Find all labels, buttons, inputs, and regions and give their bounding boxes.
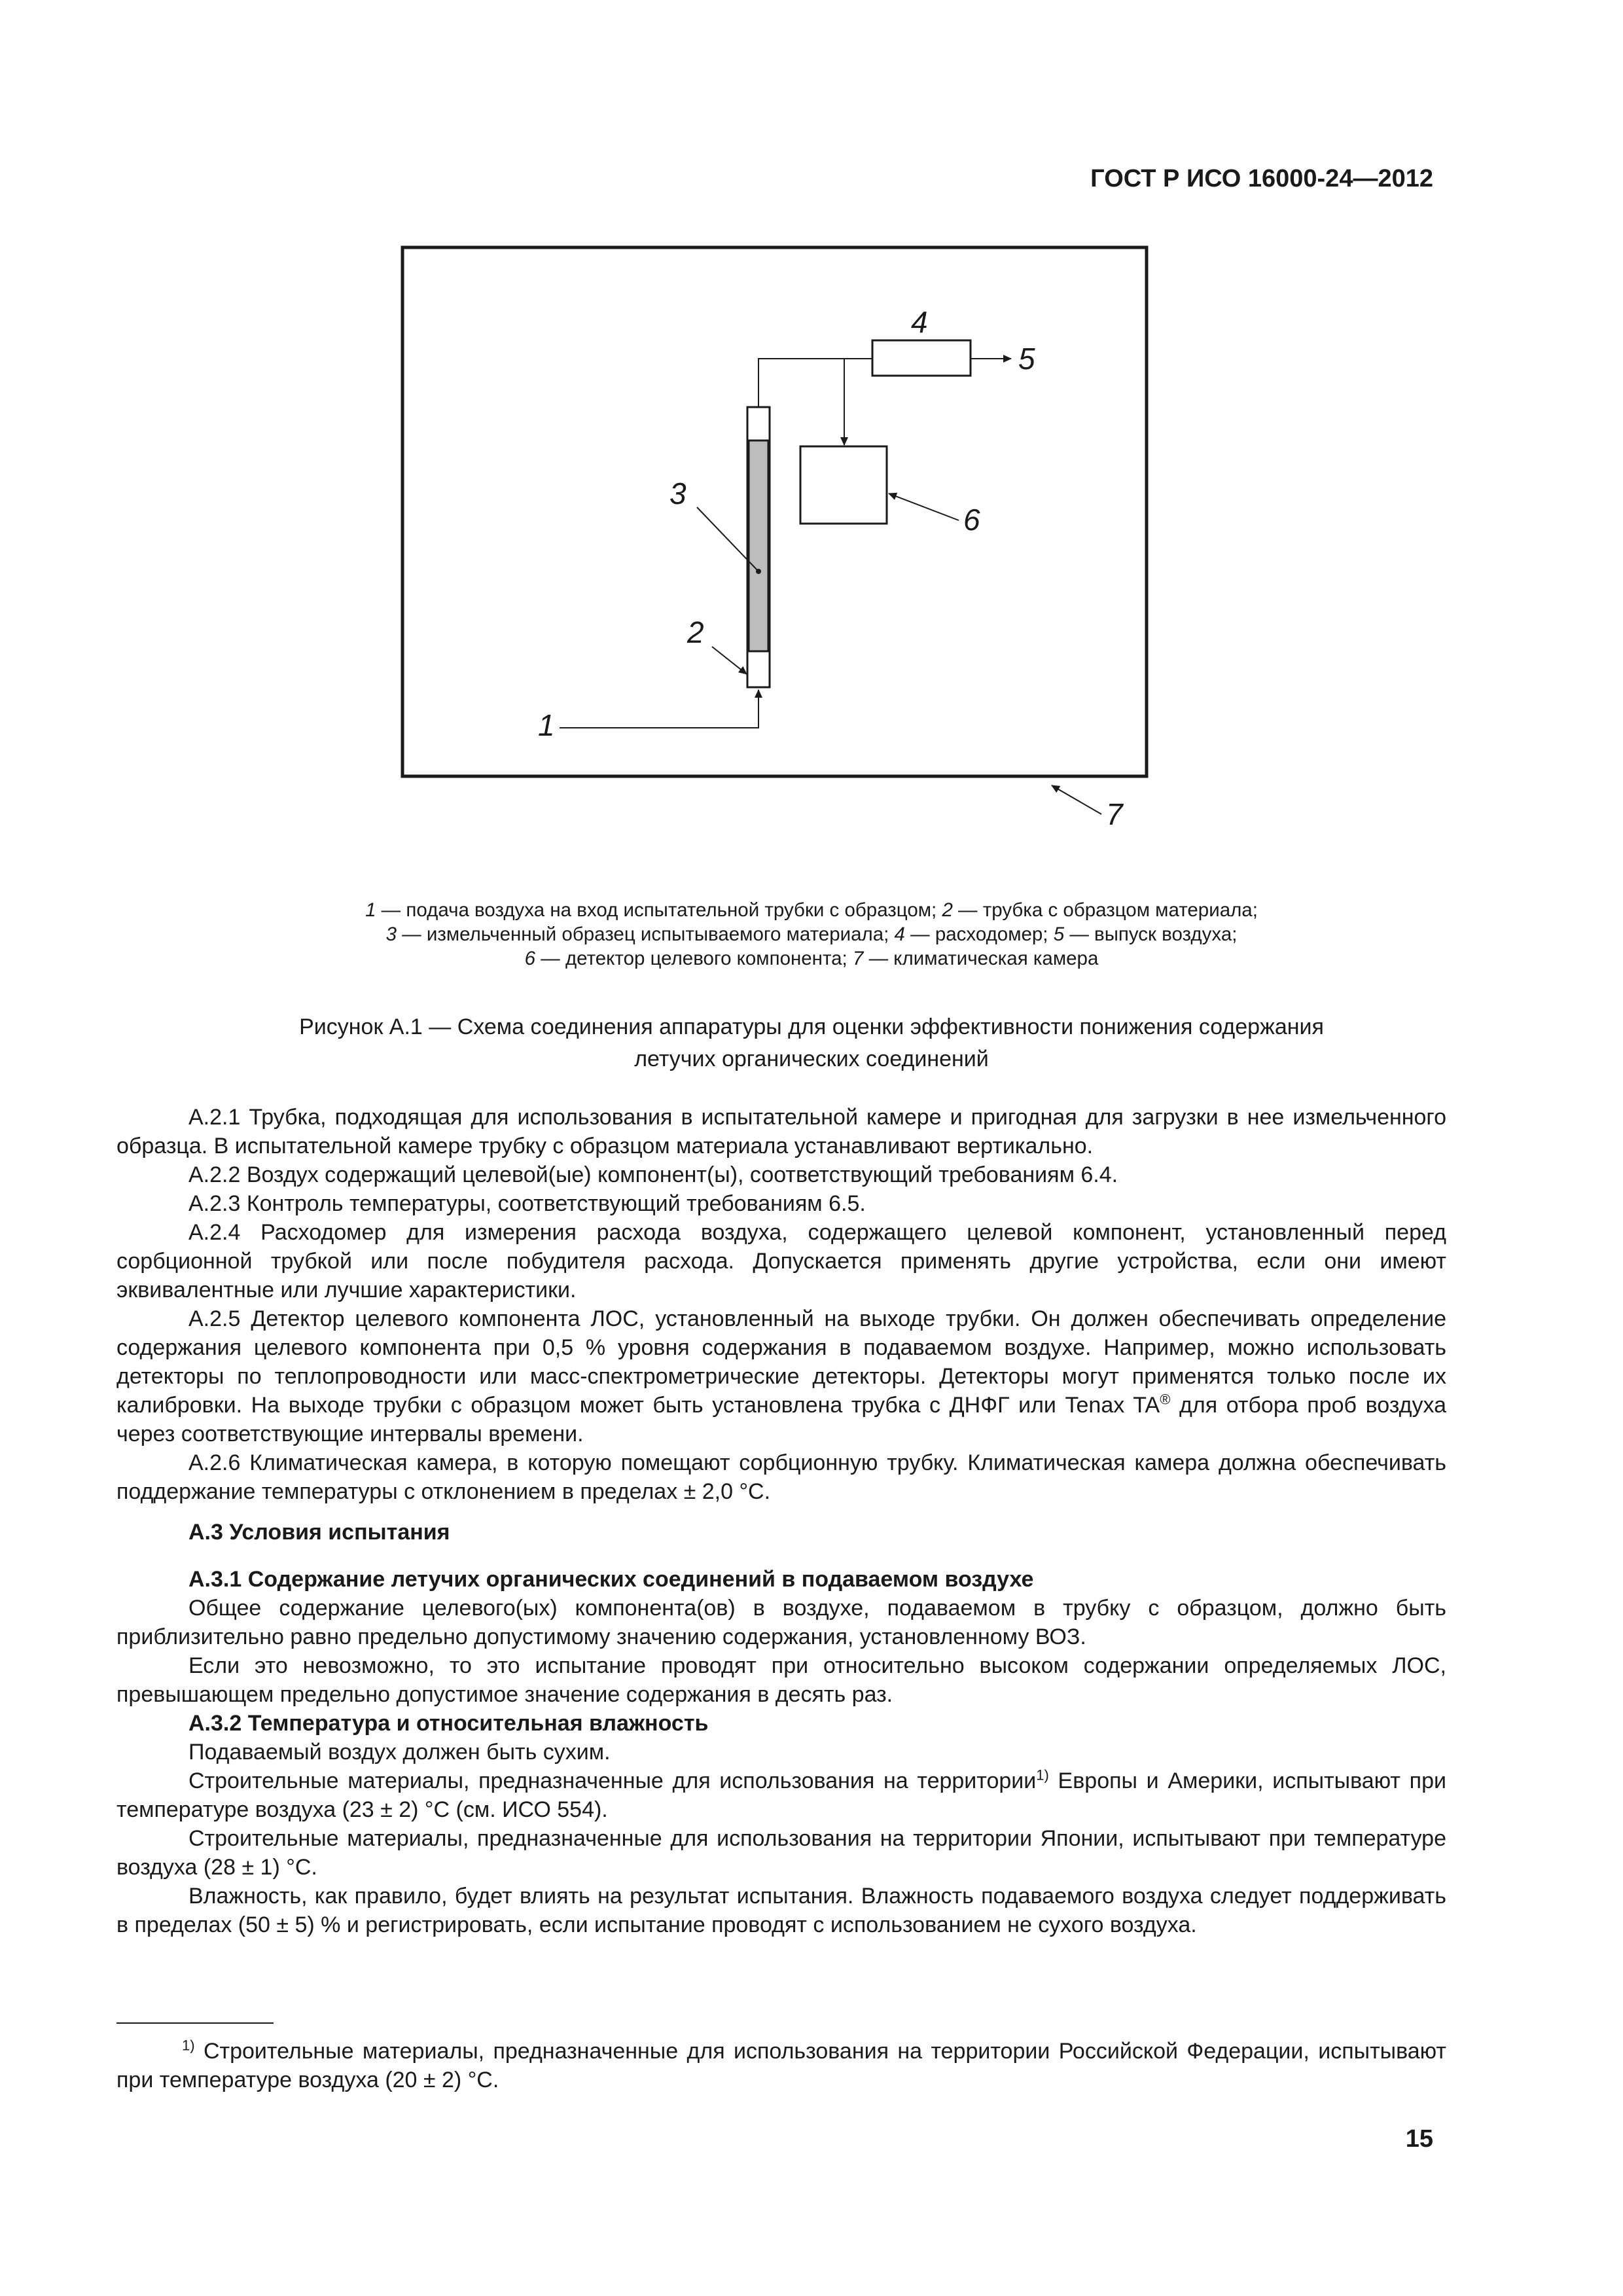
figure-legend	[118, 898, 1505, 971]
footnote: $^{1)}$ Строительные материалы, предназначенные для использования на территории Российской Федерации, испытывают при температуре воздуха (20 ± 2) °С.	[116, 2037, 1446, 2092]
section-heading-a31: А.3.1 Содержание летучих органических соединений в подаваемом воздухе	[188, 1567, 1034, 1592]
label-3: 3	[669, 476, 687, 511]
label-1: 1	[538, 708, 555, 742]
paragraph-a32-4: Влажность, как правило, будет влиять на результат испытания. Влажность подаваемого воздуха следует поддерживать в пределах (50 ± 5) % и регистрировать, если испытание проводят с использованием не сухого воздуха.	[116, 1884, 1446, 1937]
paragraph-a25: А.2.5 Детектор целевого компонента ЛОС, установленный на выходе трубки. Он должен обеспечивать определение содержания целевого компонента при 0,5 % уровня содержания в подаваемом воздухе. Например, можно использовать детекторы по теплопроводности или масс-спектрометрические детекторы. Детекторы могут применятся только после их калибровки. На выходе трубки с образцом может быть установлена трубка с ДНФГ или Tenax TA® для отбора проб воздуха через соответствующие интервалы времени.	[116, 1306, 1446, 1446]
leader-7	[1052, 785, 1101, 814]
legend-line-1: 1 — подача воздуха на вход испытательной трубки с образцом; 2 — трубка с образцом материала;	[365, 899, 1258, 921]
section-heading-a32: А.3.2 Температура и относительная влажность	[188, 1711, 709, 1736]
section-heading-a3: А.3 Условия испытания	[188, 1520, 450, 1545]
paragraph-a21: А.2.1 Трубка, подходящая для использования в испытательной камере и пригодная для загрузки в нее измельченного образца. В испытательной камере трубку с образцом материала устанавливают вертикально.	[116, 1105, 1446, 1158]
footnote-ref: 1)	[1036, 1767, 1049, 1784]
climatic-chamber	[402, 247, 1147, 776]
label-4: 4	[911, 305, 928, 339]
label-5: 5	[1018, 342, 1035, 376]
outlet-pipe	[758, 359, 872, 407]
leader-6	[889, 493, 959, 520]
legend-line-2: 3 — измельченный образец испытываемого материала; 4 — расходомер; 5 — выпуск воздуха;	[385, 924, 1238, 945]
air-inlet-line	[560, 690, 758, 728]
flowmeter-box	[872, 340, 971, 376]
registered-mark: ®	[1160, 1391, 1171, 1408]
label-2: 2	[687, 615, 704, 649]
leader-2	[712, 647, 747, 674]
detector-box	[800, 446, 887, 524]
paragraph-a32-1: Подаваемый воздух должен быть сухим.	[188, 1740, 611, 1765]
label-6: 6	[963, 503, 980, 537]
paragraph-a31-2: Если это невозможно, то это испытание проводят при относительно высоком содержании определяемых ЛОС, превышающем предельно допустимое значение содержания в десять раз.	[116, 1653, 1446, 1707]
paragraph-a32-2: Строительные материалы, предназначенные для использования на территории$^{1)}$ Европы и Америки, испытывают при температуре воздуха (23 ± 2) °С (см. ИСО 554).	[116, 1767, 1446, 1822]
paragraph-a24: А.2.4 Расходомер для измерения расхода воздуха, содержащего целевой компонент, установленный перед сорбционной трубкой или после побудителя расхода. Допускается применять другие устройства, если они имеют эквивалентные или лучшие характеристики.	[116, 1220, 1446, 1302]
figure-caption: Рисунок А.1 — Схема соединения аппаратуры для оценки эффективности понижения содержания летучих органических соединений	[299, 1014, 1324, 1071]
leader-3-dot	[756, 569, 761, 574]
document-number: ГОСТ Р ИСО 16000-24—2012	[1090, 165, 1433, 192]
paragraph-a32-3: Строительные материалы, предназначенные для использования на территории Японии, испытывают при температуре воздуха (28 ± 1) °С.	[116, 1826, 1446, 1880]
paragraph-a31-1: Общее содержание целевого(ых) компонента(ов) в воздухе, подаваемом в трубку с образцом, должно быть приблизительно равно предельно допустимому значению содержания, установленному ВОЗ.	[116, 1596, 1446, 1649]
footnote-separator	[116, 2022, 274, 2024]
apparatus-diagram	[399, 242, 1152, 844]
page-number: 15	[1405, 2125, 1433, 2153]
label-7: 7	[1106, 797, 1123, 831]
footnote-mark: 1)	[182, 2037, 195, 2054]
paragraph-a26: А.2.6 Климатическая камера, в которую помещают сорбционную трубку. Климатическая камера должна обеспечивать поддержание температуры с отклонением в пределах ± 2,0 °С.	[116, 1450, 1446, 1504]
paragraph-a23: А.2.3 Контроль температуры, соответствующий требованиям 6.5.	[188, 1191, 866, 1216]
body-text	[116, 1103, 1446, 1939]
paragraph-a22: А.2.2 Воздух содержащий целевой(ые) компонент(ы), соответствующий требованиям 6.4.	[188, 1162, 1118, 1187]
sample-tube	[747, 407, 770, 687]
legend-line-3: 6 — детектор целевого компонента; 7 — климатическая камера	[524, 948, 1099, 969]
